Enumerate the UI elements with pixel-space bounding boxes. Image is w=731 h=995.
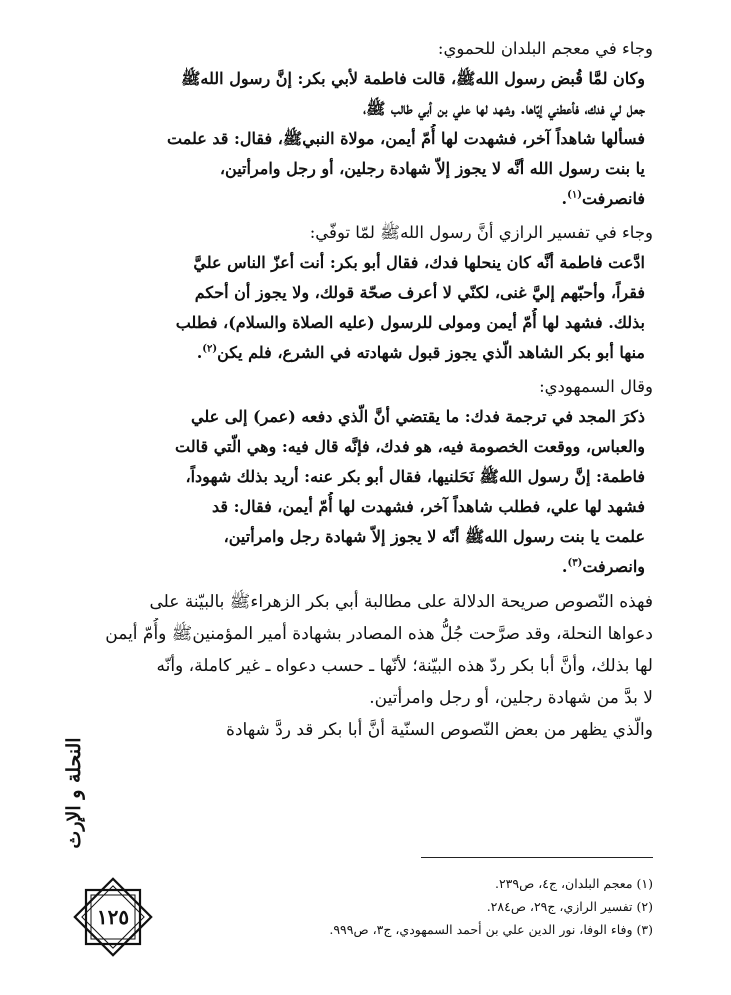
paragraph-line: دعواها النحلة، وقد صرَّحت جُلُّ هذه المصادر بشهادة أمير المؤمنينﷺ وأُمّ أيمن: [105, 624, 653, 644]
running-head-text: النحلة و الإرث: [63, 737, 85, 849]
paragraph-line: لها بذلك، وأنَّ أبا بكر ردّ هذه البيّنة؛ لأنّها ـ حسب دعواه ـ غير كاملة، وأنّه: [156, 656, 653, 676]
body-paragraph: [79, 586, 653, 714]
paragraph-line: والّذي يظهر من بعض النّصوص السنّية أنَّ أبا بكر قد ردَّ شهادة: [226, 720, 653, 740]
footnote-marker-1: (١): [567, 189, 582, 201]
quote-line: منها أبو بكر الشاهد الّذي يجوز قبول شهادته في الشرع، فلم يكن$^{(٢)}$.: [196, 343, 645, 362]
quote-line: والعباس، ووقعت الخصومة فيه، هو فدك، فإنَّه قال فيه: وهي الّتي قالت: [175, 437, 645, 456]
quote-line-text: منها أبو بكر الشاهد الّذي يجوز قبول شهادته في الشرع، فلم يكن: [217, 343, 645, 362]
quote-line: فشهد لها علي، فطلب شاهداً آخر، فشهدت لها أُمّ أيمن، فقال: قد: [211, 497, 645, 516]
quote-line-text: وانصرفت: [582, 557, 645, 576]
page-number-badge: [68, 872, 158, 962]
quote-line: ذكرَ المجد في ترجمة فدك: ما يقتضي أنَّ الّذي دفعه (عمر) إلى علي: [191, 407, 645, 426]
page-number: ١٢٥: [96, 905, 130, 929]
quote-line: وانصرفت$^{(٣)}$.: [561, 557, 645, 576]
footnote-marker-2: (٢): [202, 343, 218, 355]
quote-line: فقراً، وأحبّهم إليَّ غنى، لكنّي لا أعرف صحّة قولك، ولا يجوز أن أحكم: [194, 283, 645, 302]
main-text: [79, 34, 653, 746]
quote-line: وكان لمَّا قُبض رسول اللهﷺ، قالت فاطمة لأبي بكر: إنَّ رسول اللهﷺ: [181, 69, 645, 88]
footnote-3: (٣) وفاء الوفا، نور الدين علي بن أحمد السمهودي، ج٣، ص٩٩٩.: [329, 922, 653, 937]
paragraph-line: لا بدَّ من شهادة رجلين، أو رجل وامرأتين.: [369, 688, 653, 708]
quote-line: فسألها شاهداً آخر، فشهدت لها أُمّ أيمن، مولاة النبيﷺ، فقال: قد علمت: [167, 129, 645, 148]
quote-line: ادَّعت فاطمة أنَّه كان ينحلها فدك، فقال أبو بكر: أنت أعزّ الناس عليَّ: [193, 253, 645, 272]
quote-samhudi: [79, 402, 653, 582]
quote-line: بذلك. فشهد لها أُمّ أيمن ومولى للرسول (عليه الصلاة والسلام)، فطلب: [175, 313, 645, 332]
paragraph-line: فهذه النّصوص صريحة الدلالة على مطالبة أبي بكر الزهراءﷺ بالبيّنة على: [149, 592, 653, 612]
footnote-separator: [421, 857, 653, 858]
running-head: [54, 708, 94, 878]
quote-razi: [79, 248, 653, 368]
quote-line: فانصرفت$^{(١)}$.: [561, 189, 645, 208]
quote-line-text: فانصرفت: [581, 189, 645, 208]
footnote-1: (١) معجم البلدان، ج٤، ص٢٣٩.: [494, 876, 653, 891]
quote-line: يا بنت رسول الله أنَّه لا يجوز إلاّ شهادة رجلين، أو رجل وامرأتين،: [219, 159, 645, 178]
quote-line: جعل لي فدك، فأعطني إيّاها. وشهد لها علي بن أبي طالب ﷺ،: [363, 99, 645, 118]
intro-razi: وجاء في تفسير الرازي أنَّ رسول اللهﷺ لمّا توفّي:: [309, 223, 653, 242]
footnote-marker-3: (٣): [567, 557, 583, 569]
footnote-2: (٢) تفسير الرازي، ج٢٩، ص٢٨٤.: [486, 899, 653, 914]
footnotes: [79, 872, 653, 941]
quote-line: فاطمة: إنَّ رسول اللهﷺ نَحَلنيها، فقال أبو بكر عنه: أريد بذلك شهوداً،: [185, 467, 645, 486]
quote-line: علمت يا بنت رسول اللهﷺ أنّه لا يجوز إلاّ شهادة رجل وامرأتين،: [223, 527, 645, 546]
quote-mujam: [79, 64, 653, 214]
intro-samhudi: وقال السمهودي:: [539, 377, 653, 396]
intro-mujam: وجاء في معجم البلدان للحموي:: [437, 39, 653, 58]
